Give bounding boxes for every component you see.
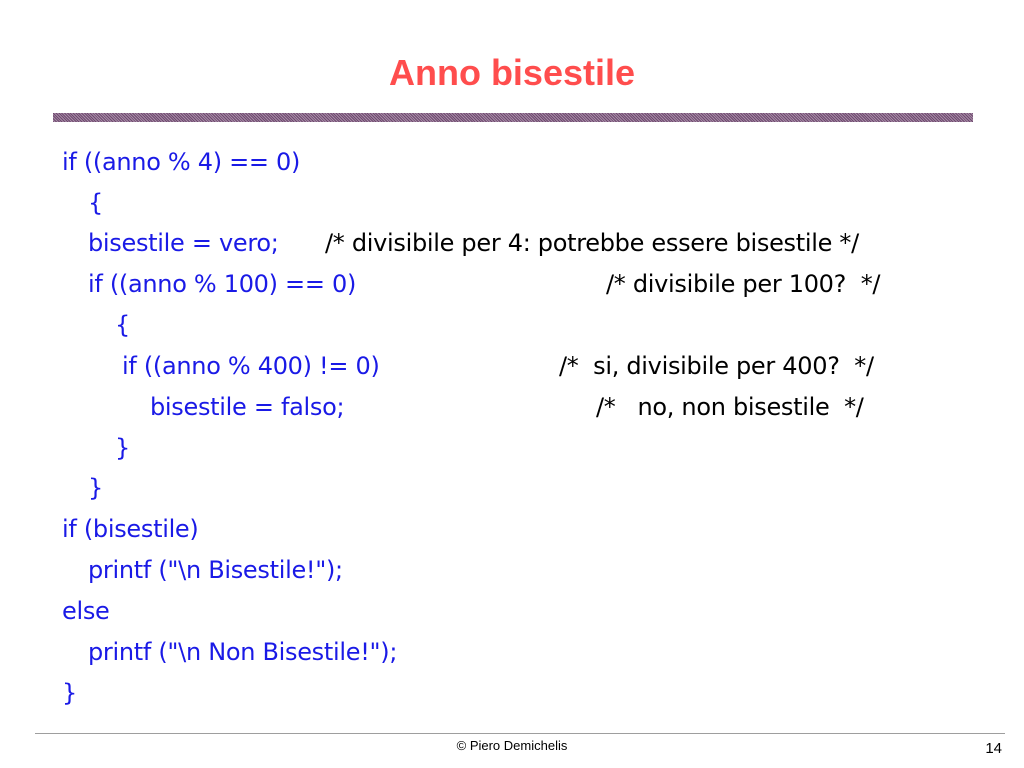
code-line: printf ("\n Bisestile!"); [88, 556, 343, 584]
code-comment: /* si, divisibile per 400? */ [559, 352, 874, 380]
code-line: if ((anno % 4) == 0) [62, 148, 301, 176]
title-divider [53, 113, 973, 122]
code-line: } [88, 474, 103, 502]
code-line: } [62, 679, 77, 707]
code-comment: /* divisibile per 100? */ [606, 270, 881, 298]
code-line: bisestile = falso; [150, 393, 345, 421]
code-line: { [88, 189, 103, 217]
code-line: printf ("\n Non Bisestile!"); [88, 638, 398, 666]
page-number: 14 [985, 740, 1002, 757]
footer-copyright: © Piero Demichelis [456, 738, 568, 753]
code-line: } [115, 434, 130, 462]
code-line: if (bisestile) [62, 515, 199, 543]
footer-divider [35, 733, 1005, 734]
code-line: if ((anno % 100) == 0) [88, 270, 357, 298]
code-comment: /* divisibile per 4: potrebbe essere bisestile */ [325, 229, 859, 257]
code-line: else [62, 597, 110, 625]
code-comment: /* no, non bisestile */ [596, 393, 864, 421]
slide-title: Anno bisestile [388, 52, 636, 93]
code-line: bisestile = vero; [88, 229, 279, 257]
code-line: if ((anno % 400) != 0) [122, 352, 380, 380]
code-line: { [115, 311, 130, 339]
